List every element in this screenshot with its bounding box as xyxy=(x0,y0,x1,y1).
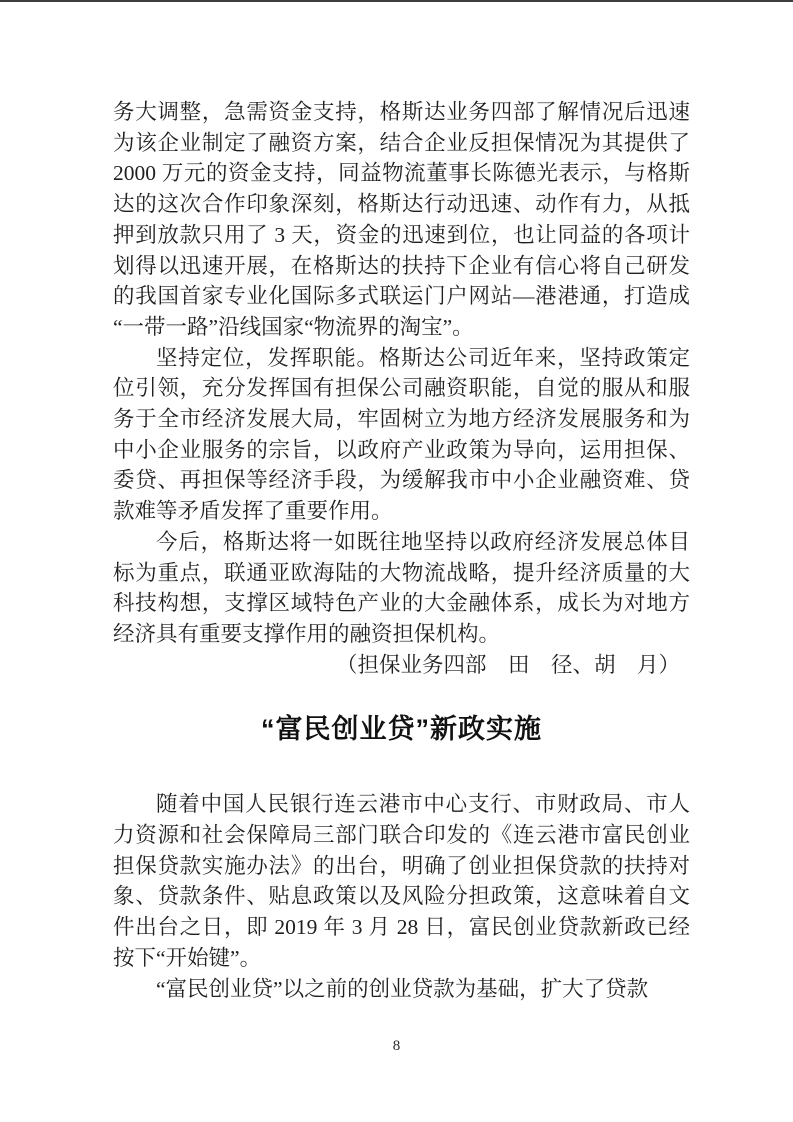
text-line: 坚持定位，发挥职能。格斯达公司近年来，坚持政策定 xyxy=(156,345,690,370)
text-line: 随着中国人民银行连云港市中心支行、市财政局、市人 xyxy=(156,792,690,817)
text-line: 力资源和社会保障局三部门联合印发的《连云港市富民创业 xyxy=(113,823,690,848)
text-line: 中小企业服务的宗旨，以政府产业政策为导向，运用担保、 xyxy=(113,437,690,462)
text-line: 为该企业制定了融资方案，结合企业反担保情况为其提供了 xyxy=(113,130,690,155)
text-line: 今后，格斯达将一如既往地坚持以政府经济发展总体目 xyxy=(156,529,690,554)
article-1-paragraph-3 xyxy=(113,527,690,650)
article-2-paragraph-2 xyxy=(113,974,690,1005)
text-line: 象、贷款条件、贴息政策以及风险分担政策，这意味着自文 xyxy=(113,884,690,909)
page-top-edge-line xyxy=(0,0,793,2)
text-line: 务大调整，急需资金支持，格斯达业务四部了解情况后迅速 xyxy=(113,100,690,124)
article-2-title: “富民创业贷”新政实施 xyxy=(261,714,542,745)
page-number: 8 xyxy=(392,1038,401,1054)
text-line: “富民创业贷”以之前的创业贷款为基础，扩大了贷款 xyxy=(156,976,649,1001)
article-1-paragraph-1 xyxy=(113,97,690,343)
text-line: 件出台之日，即 2019 年 3 月 28 日，富民创业贷款新政已经 xyxy=(113,915,690,940)
text-line: “一带一路”沿线国家“物流界的淘宝”。 xyxy=(113,314,474,339)
article-2-paragraph-1 xyxy=(113,789,690,973)
article-1-paragraph-2 xyxy=(113,343,690,527)
text-line: 科技构想，支撑区域特色产业的大金融体系，成长为对地方 xyxy=(113,591,690,616)
text-line: 标为重点，联通亚欧海陆的大物流战略，提升经济质量的大 xyxy=(113,560,690,585)
text-line: 款难等矛盾发挥了重要作用。 xyxy=(113,499,393,524)
text-line: 划得以迅速开展，在格斯达的扶持下企业有信心将自己研发 xyxy=(113,253,690,278)
text-line: 担保贷款实施办法》的出台，明确了创业担保贷款的扶持对 xyxy=(113,853,690,878)
text-line: 2000 万元的资金支持，同益物流董事长陈德光表示，与格斯 xyxy=(113,161,690,186)
text-line: 位引领，充分发挥国有担保公司融资职能，自觉的服从和服 xyxy=(113,376,690,401)
text-line: 委贷、再担保等经济手段，为缓解我市中小企业融资难、贷 xyxy=(113,468,690,493)
text-line: 务于全市经济发展大局，牢固树立为地方经济发展服务和为 xyxy=(113,407,690,432)
article-1-byline: （担保业务四部 田 径、胡 月） xyxy=(335,652,680,677)
text-line: 经济具有重要支撑作用的融资担保机构。 xyxy=(113,621,501,646)
text-line: 达的这次合作印象深刻，格斯达行动迅速、动作有力，从抵 xyxy=(113,192,690,217)
text-line: 的我国首家专业化国际多式联运门户网站—港港通，打造成 xyxy=(113,284,690,309)
text-column xyxy=(113,97,690,1004)
text-line: 押到放款只用了 3 天，资金的迅速到位，也让同益的各项计 xyxy=(113,222,690,247)
text-line: 按下“开始键”。 xyxy=(113,945,262,970)
